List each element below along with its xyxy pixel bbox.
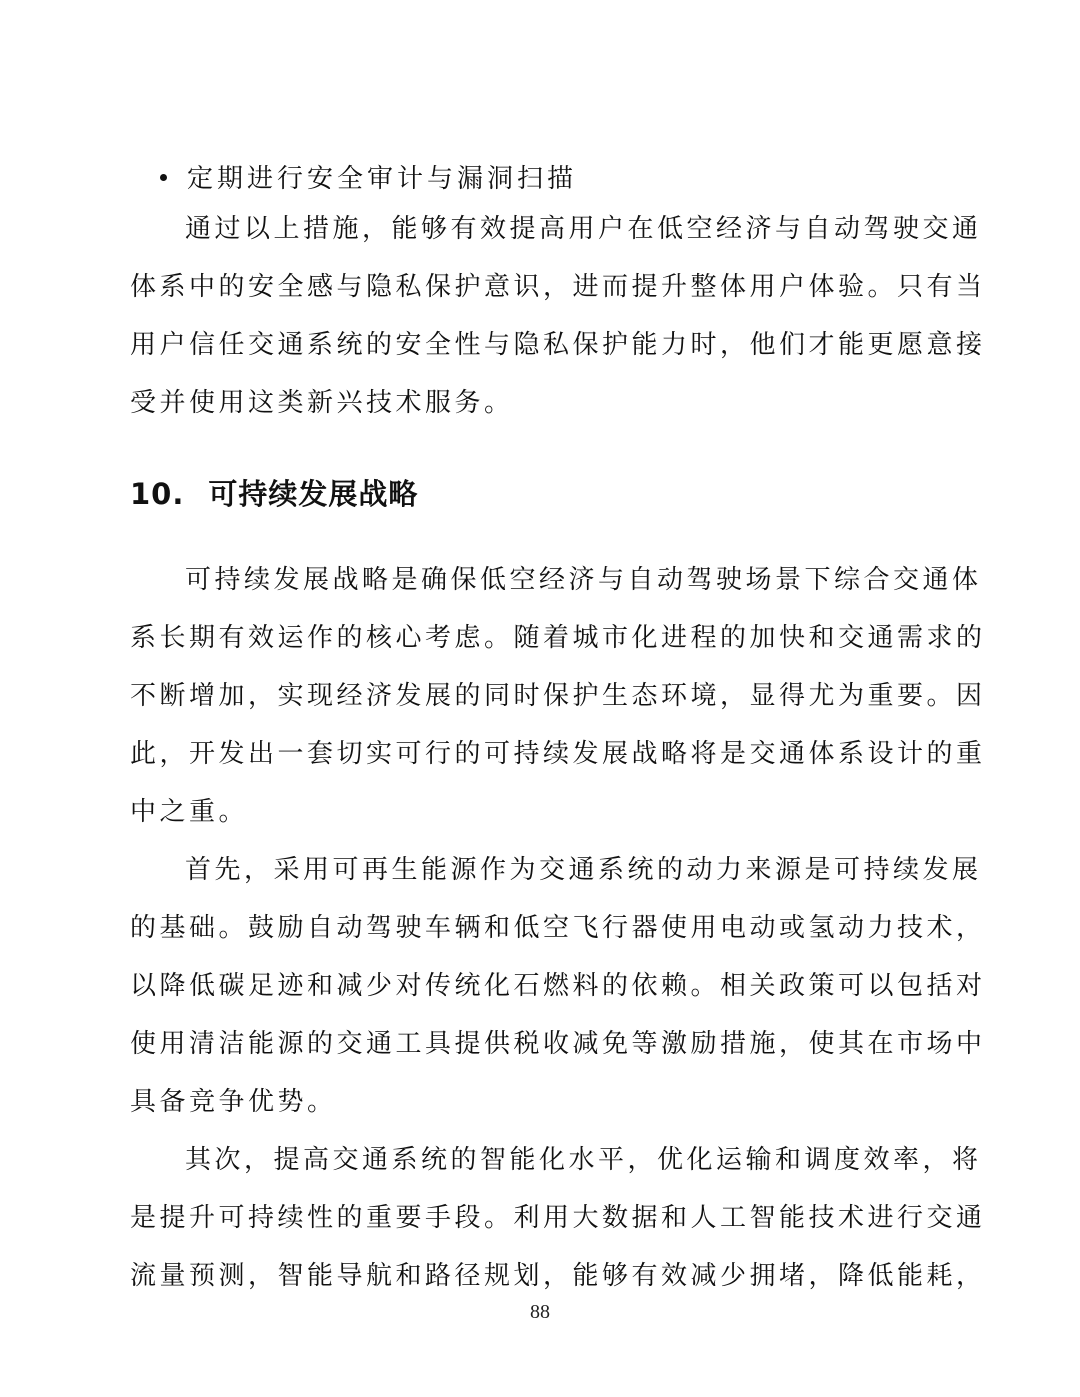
- paragraph-3: [130, 1131, 986, 1305]
- paragraph-line: 流量预测，智能导航和路径规划，能够有效减少拥堵，降低能耗，: [130, 1261, 986, 1291]
- section-title: 可持续发展战略: [208, 477, 419, 511]
- bullet-text: 定期进行安全审计与漏洞扫描: [187, 164, 578, 194]
- paragraph-line: 此，开发出一套切实可行的可持续发展战略将是交通体系设计的重: [130, 739, 986, 769]
- page-number: 88: [530, 1301, 550, 1323]
- paragraph-line: 的基础。鼓励自动驾驶车辆和低空飞行器使用电动或氢动力技术，: [130, 913, 986, 943]
- paragraph-line: 可持续发展战略是确保低空经济与自动驾驶场景下综合交通体: [185, 565, 982, 595]
- bullet-item: [160, 160, 577, 198]
- paragraph-line: 其次，提高交通系统的智能化水平，优化运输和调度效率，将: [185, 1145, 982, 1175]
- paragraph-intro: [130, 200, 986, 432]
- paragraph-line: 具备竞争优势。: [130, 1087, 337, 1117]
- bullet-dot-icon: [160, 174, 167, 181]
- paragraph-2: [130, 841, 986, 1131]
- paragraph-line: 体系中的安全感与隐私保护意识，进而提升整体用户体验。只有当: [130, 272, 986, 302]
- paragraph-line: 系长期有效运作的核心考虑。随着城市化进程的加快和交通需求的: [130, 623, 986, 653]
- paragraph-line: 用户信任交通系统的安全性与隐私保护能力时，他们才能更愿意接: [130, 330, 986, 360]
- paragraph-line: 以降低碳足迹和减少对传统化石燃料的依赖。相关政策可以包括对: [130, 971, 986, 1001]
- paragraph-1: [130, 551, 986, 841]
- section-number: 10.: [130, 477, 185, 511]
- paragraph-line: 通过以上措施，能够有效提高用户在低空经济与自动驾驶交通: [185, 214, 982, 244]
- paragraph-line: 使用清洁能源的交通工具提供税收减免等激励措施，使其在市场中: [130, 1029, 986, 1059]
- paragraph-line: 中之重。: [130, 797, 249, 827]
- paragraph-line: 受并使用这类新兴技术服务。: [130, 388, 514, 418]
- paragraph-line: 是提升可持续性的重要手段。利用大数据和人工智能技术进行交通: [130, 1203, 986, 1233]
- section-heading: [130, 472, 418, 516]
- document-page: [130, 0, 986, 1397]
- paragraph-line: 不断增加，实现经济发展的同时保护生态环境，显得尤为重要。因: [130, 681, 986, 711]
- paragraph-line: 首先，采用可再生能源作为交通系统的动力来源是可持续发展: [185, 855, 982, 885]
